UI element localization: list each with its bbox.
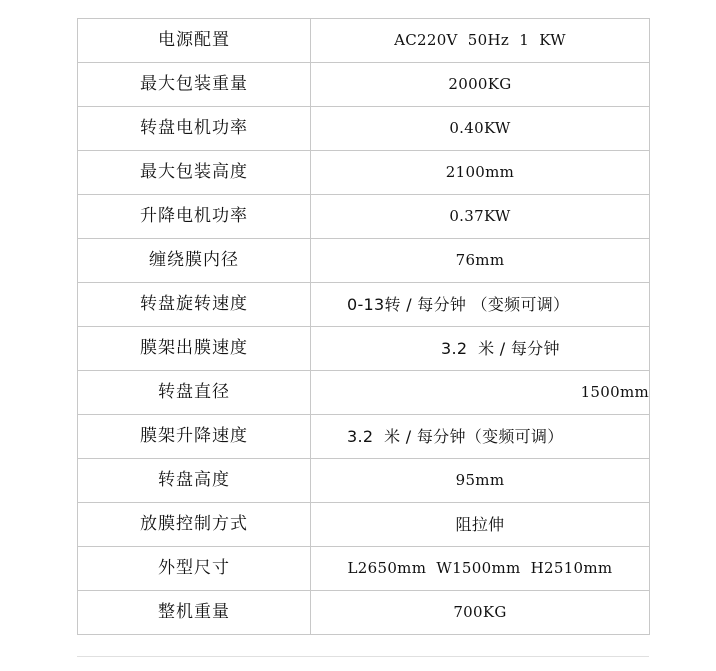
spec-label-film-carriage-lift-speed: 膜架升降速度 [78,415,311,459]
spec-value-turntable-motor-power: 0.40KW [311,107,650,151]
spec-label-turntable-height: 转盘高度 [78,459,311,503]
spec-table [77,18,650,635]
spec-value-turntable-rotation-speed: 0-13转 / 每分钟 （变频可调） [311,283,650,327]
table-row [78,327,650,371]
bottom-divider [77,656,649,657]
spec-value-film-core-diameter: 76mm [311,239,650,283]
spec-label-lift-motor-power: 升降电机功率 [78,195,311,239]
spec-value-film-control-method: 阻拉伸 [311,503,650,547]
table-row [78,283,650,327]
table-row [78,107,650,151]
spec-label-turntable-motor-power: 转盘电机功率 [78,107,311,151]
table-row [78,503,650,547]
spec-value-turntable-diameter: 1500mm [311,371,650,415]
spec-label-power-supply: 电源配置 [78,19,311,63]
spec-label-max-package-weight: 最大包装重量 [78,63,311,107]
spec-value-power-supply: AC220V 50Hz 1 KW [311,19,650,63]
spec-label-turntable-rotation-speed: 转盘旋转速度 [78,283,311,327]
table-row [78,547,650,591]
spec-label-film-feed-speed: 膜架出膜速度 [78,327,311,371]
spec-value-machine-weight: 700KG [311,591,650,635]
spec-value-film-carriage-lift-speed: 3.2 米 / 每分钟（变频可调） [311,415,650,459]
table-row [78,591,650,635]
table-row [78,63,650,107]
spec-value-lift-motor-power: 0.37KW [311,195,650,239]
spec-label-overall-dimensions: 外型尺寸 [78,547,311,591]
table-row [78,151,650,195]
spec-label-film-core-diameter: 缠绕膜内径 [78,239,311,283]
spec-value-turntable-height: 95mm [311,459,650,503]
table-row [78,459,650,503]
spec-label-film-control-method: 放膜控制方式 [78,503,311,547]
table-row [78,239,650,283]
table-row [78,371,650,415]
spec-value-film-feed-speed: 3.2 米 / 每分钟 [311,327,650,371]
table-row [78,19,650,63]
table-row [78,195,650,239]
spec-value-max-package-weight: 2000KG [311,63,650,107]
spec-label-max-package-height: 最大包装高度 [78,151,311,195]
spec-value-overall-dimensions: L2650mm W1500mm H2510mm [311,547,650,591]
spec-label-turntable-diameter: 转盘直径 [78,371,311,415]
table-row [78,415,650,459]
spec-value-max-package-height: 2100mm [311,151,650,195]
spec-label-machine-weight: 整机重量 [78,591,311,635]
